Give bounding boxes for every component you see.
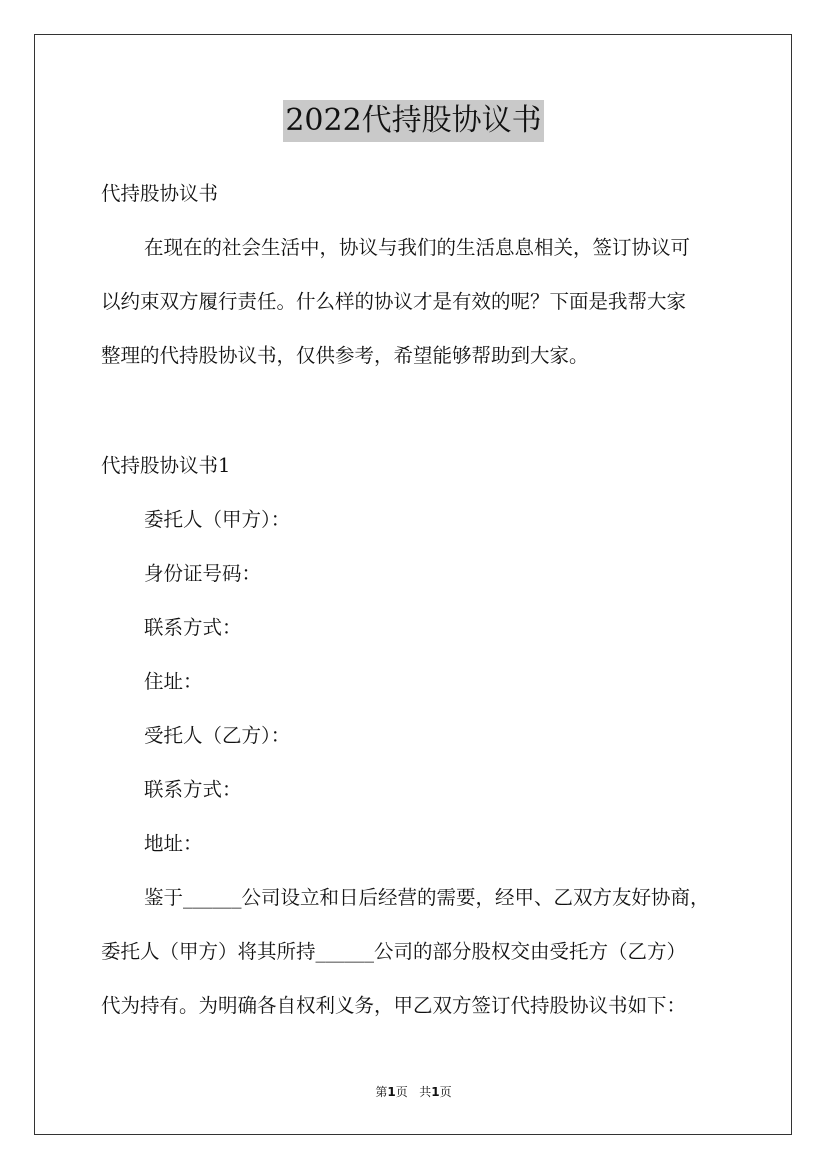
footer-total-number: 1 bbox=[431, 1085, 440, 1099]
intro-line-2: 以约束双方履行责任。什么样的协议才是有效的呢？下面是我帮大家 bbox=[101, 290, 687, 313]
field-principal: 委托人（甲方）： bbox=[144, 508, 291, 531]
intro-line-1: 在现在的社会生活中，协议与我们的生活息息相关，签订协议可 bbox=[144, 236, 691, 259]
field-id-number: 身份证号码： bbox=[144, 562, 262, 585]
footer-page-number: 1 bbox=[387, 1085, 396, 1099]
title-container bbox=[0, 100, 827, 142]
section-title: 代持股协议书1 bbox=[101, 454, 231, 477]
field-contact-a: 联系方式： bbox=[144, 616, 242, 639]
footer-page-prefix: 第 bbox=[375, 1085, 388, 1099]
footer-total-suffix: 页 bbox=[439, 1085, 452, 1099]
field-residence: 住址： bbox=[144, 670, 203, 693]
body-line-3: 代为持有。为明确各自权利义务，甲乙双方签订代持股协议书如下： bbox=[101, 994, 687, 1017]
field-address: 地址： bbox=[144, 832, 203, 855]
document-title: 2022代持股协议书 bbox=[283, 100, 543, 142]
footer-total-prefix: 共 bbox=[419, 1085, 432, 1099]
field-trustee: 受托人（乙方）： bbox=[144, 724, 291, 747]
field-contact-b: 联系方式： bbox=[144, 778, 242, 801]
footer-page-suffix: 页 bbox=[395, 1085, 408, 1099]
document-heading: 代持股协议书 bbox=[101, 182, 219, 205]
page-footer bbox=[0, 1084, 827, 1100]
intro-line-3: 整理的代持股协议书，仅供参考，希望能够帮助到大家。 bbox=[101, 344, 589, 367]
body-line-2: 委托人（甲方）将其所持______公司的部分股权交由受托方（乙方） bbox=[101, 940, 687, 963]
body-line-1: 鉴于______公司设立和日后经营的需要，经甲、乙双方友好协商， bbox=[144, 886, 710, 909]
